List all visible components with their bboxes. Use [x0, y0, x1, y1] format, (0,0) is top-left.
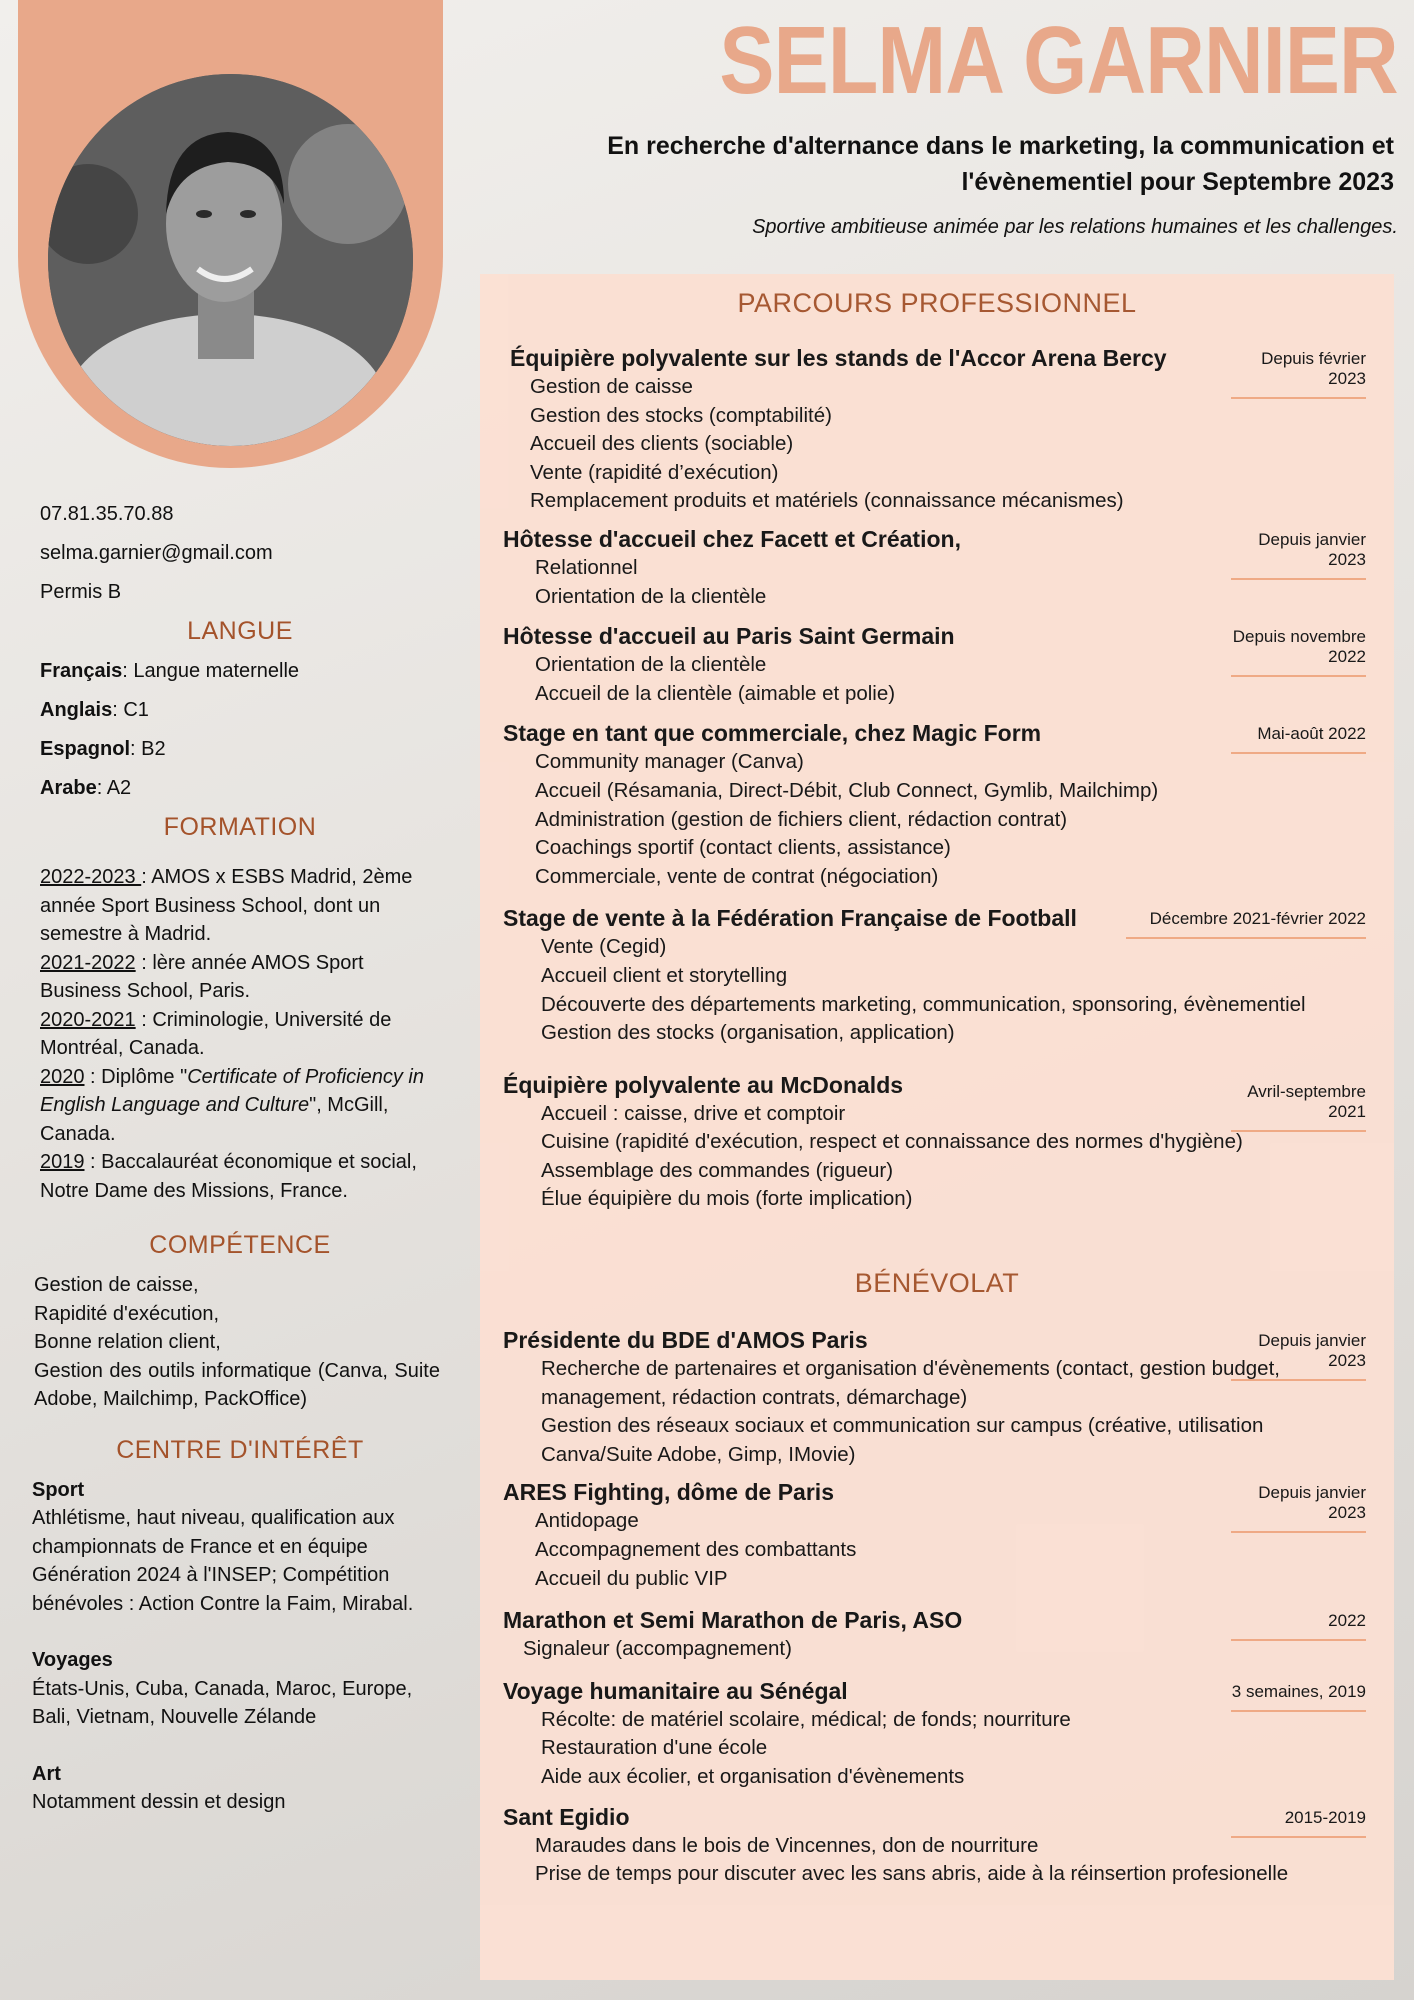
language-level: : C1	[112, 699, 149, 721]
education-item	[40, 1148, 440, 1205]
task-item: Relationnel	[535, 555, 638, 579]
interests-block	[32, 1476, 440, 1817]
task-item: Accueil de la clientèle (aimable et polie)	[535, 681, 896, 705]
interest-art-text: Notamment dessin et design	[32, 1791, 286, 1813]
task-item: Community manager (Canva)	[535, 750, 804, 774]
volunteer-item	[503, 1477, 1366, 1593]
task-item: Restauration d'une école	[541, 1736, 768, 1760]
task-item: Élue équipière du mois (forte implication)	[541, 1187, 913, 1211]
experience-date: Depuis février 2023	[1231, 349, 1366, 399]
language-list	[40, 657, 440, 802]
education-text: : Baccalauréat économique et social, Notre Dame des Missions, France.	[40, 1151, 417, 1202]
interest-sport-label: Sport	[32, 1478, 85, 1501]
task-item: Aide aux écolier, et organisation d'évènements	[541, 1765, 965, 1788]
task-item: Signaleur (accompagnement)	[523, 1637, 792, 1661]
language-level: : Langue maternelle	[122, 660, 300, 682]
task-item: Gestion des stocks (organisation, application)	[541, 1021, 955, 1045]
education-diploma-name: Certificate of Proficiency in English Language and Culture	[40, 1065, 424, 1116]
contact-block	[40, 500, 440, 606]
experience-title: Hôtesse d'accueil au Paris Saint Germain	[503, 623, 955, 650]
education-years: 2019	[40, 1151, 85, 1173]
section-title-benevolat: BÉNÉVOLAT	[854, 1268, 1020, 1299]
volunteer-tasks	[503, 1832, 1366, 1889]
volunteer-title: Voyage humanitaire au Sénégal	[503, 1677, 848, 1704]
experience-date: Avril-septembre 2021	[1231, 1082, 1366, 1132]
volunteer-date: 2015-2019	[1231, 1808, 1366, 1838]
task-item: Antidopage	[535, 1509, 639, 1533]
experience-tasks	[503, 933, 1366, 1047]
tagline: Sportive ambitieuse animée par les relations humaines et les challenges.	[752, 216, 1398, 238]
section-title-interets: CENTRE D'INTÉRÊT	[116, 1435, 364, 1464]
language-item	[40, 657, 440, 685]
task-item: Cuisine (rapidité d'exécution, respect et connaissance des normes d'hygiène)	[541, 1130, 1243, 1154]
interest-art-label: Art	[32, 1762, 61, 1785]
education-text: : AMOS x ESBS Madrid, 2ème année Sport Business School, dont un semestre à Madrid.	[40, 866, 413, 945]
language-name: Anglais	[40, 699, 113, 721]
left-column	[32, 500, 440, 1817]
interest-voyages-text: États-Unis, Cuba, Canada, Maroc, Europe, Bali, Vietnam, Nouvelle Zélande	[32, 1677, 413, 1728]
task-item: Recherche de partenaires et organisation d'évènements (contact, gestion budget, management, rédaction contrats, démarchage)	[541, 1357, 1280, 1409]
education-item	[40, 1006, 440, 1063]
language-level: : A2	[96, 777, 132, 799]
volunteer-title: Sant Egidio	[503, 1803, 630, 1830]
task-item: Accueil du public VIP	[535, 1566, 728, 1590]
education-years: 2020-2021	[40, 1008, 136, 1031]
experience-title: Stage en tant que commerciale, chez Magic Form	[503, 720, 1042, 747]
portrait-image	[48, 74, 413, 446]
phone-number: 07.81.35.70.88	[40, 503, 174, 525]
experience-title: Équipière polyvalente au McDonalds	[503, 1071, 904, 1098]
task-item: Récolte: de matériel scolaire, médical; de fonds; nourriture	[541, 1707, 1071, 1731]
task-item: Vente (Cegid)	[541, 935, 667, 959]
education-item	[40, 949, 440, 1006]
education-list	[40, 863, 440, 1205]
driving-license: Permis B	[40, 581, 122, 603]
interest-sport-text: Athlétisme, haut niveau, qualification aux championnats de France et en équipe Génération 2024 à l'INSEP; Compétition bénévoles : Action Contre la Faim, Mirabal.	[32, 1507, 414, 1615]
task-item: Accompagnement des combattants	[535, 1538, 857, 1562]
task-item: Maraudes dans le bois de Vincennes, don de nourriture	[535, 1833, 1039, 1857]
task-item: Accueil des clients (sociable)	[530, 432, 794, 456]
experience-item	[503, 1070, 1366, 1214]
volunteer-item	[503, 1605, 1366, 1664]
experience-item	[503, 621, 1366, 708]
volunteer-date: Depuis janvier 2023	[1231, 1483, 1366, 1533]
task-item: Accueil (Résamania, Direct-Débit, Club Connect, Gymlib, Mailchimp)	[535, 778, 1159, 802]
education-years: 2021-2022	[40, 951, 136, 974]
section-title-competence: COMPÉTENCE	[149, 1231, 331, 1259]
photo-frame	[18, 0, 443, 468]
section-title-langue: LANGUE	[187, 617, 293, 645]
task-item: Découverte des départements marketing, communication, sponsoring, évènementiel	[541, 992, 1306, 1016]
headline: En recherche d'alternance dans le marketing, la communication et l'évènementiel pour Septembre 2023	[607, 132, 1394, 196]
education-years: 2022-2023	[40, 866, 142, 888]
task-item: Gestion des stocks (comptabilité)	[530, 403, 832, 427]
skill-item: Bonne relation client,	[34, 1331, 221, 1353]
volunteer-item	[503, 1676, 1366, 1792]
experience-item	[503, 903, 1366, 1047]
education-item	[40, 863, 440, 949]
skill-item: Gestion des outils informatique (Canva, Suite Adobe, Mailchimp, PackOffice)	[34, 1359, 440, 1410]
education-text: : Diplôme "	[84, 1065, 188, 1088]
education-item	[40, 1063, 440, 1149]
education-years: 2020	[40, 1065, 85, 1088]
experience-date: Depuis novembre 2022	[1231, 627, 1366, 677]
experience-title: Hôtesse d'accueil chez Facett et Création,	[503, 525, 961, 552]
experience-date: Décembre 2021-février 2022	[1126, 909, 1366, 939]
task-item: Accueil : caisse, drive et comptoir	[541, 1101, 846, 1125]
experience-item	[503, 524, 1366, 611]
candidate-name: SELMA GARNIER	[719, 7, 1398, 114]
language-name: Français	[40, 660, 123, 682]
task-item: Coachings sportif (contact clients, assistance)	[535, 836, 951, 860]
language-name: Espagnol	[40, 738, 131, 760]
volunteer-date: Depuis janvier 2023	[1231, 1331, 1366, 1381]
experience-panel	[480, 274, 1394, 1980]
task-item: Vente (rapidité d’exécution)	[530, 460, 779, 484]
education-text: ", McGill, Canada.	[40, 1094, 389, 1145]
volunteer-item	[503, 1802, 1366, 1889]
volunteer-tasks	[503, 1706, 1366, 1792]
language-item	[40, 774, 440, 802]
task-item: Assemblage des commandes (rigueur)	[541, 1158, 894, 1182]
task-item: Prise de temps pour discuter avec les sans abris, aide à la réinsertion profesionelle	[535, 1862, 1289, 1886]
experience-date: Mai-août 2022	[1231, 724, 1366, 754]
experience-date: Depuis janvier 2023	[1231, 530, 1366, 580]
volunteer-title: ARES Fighting, dôme de Paris	[503, 1479, 834, 1506]
section-title-parcours: PARCOURS PROFESSIONNEL	[737, 288, 1137, 318]
experience-title: Équipière polyvalente sur les stands de l'Accor Arena Bercy	[510, 345, 1167, 371]
profile-photo	[48, 74, 413, 446]
language-name: Arabe	[40, 777, 97, 799]
volunteer-title: Présidente du BDE d'AMOS Paris	[503, 1327, 868, 1354]
experience-item	[510, 343, 1366, 516]
education-text: : lère année AMOS Sport Business School, Paris.	[40, 951, 364, 1002]
task-item: Gestion des réseaux sociaux et communication sur campus (créative, utilisation Canva/Suite Adobe, Gimp, IMovie)	[541, 1414, 1264, 1466]
skill-item: Rapidité d'exécution,	[34, 1302, 220, 1325]
interest-voyages-label: Voyages	[32, 1649, 113, 1671]
language-level: : B2	[130, 738, 166, 760]
volunteer-item	[503, 1325, 1366, 1469]
task-item: Gestion de caisse	[530, 375, 693, 398]
skill-item: Gestion de caisse,	[34, 1274, 199, 1296]
experience-tasks	[503, 748, 1366, 891]
email-address: selma.garnier@gmail.com	[40, 542, 273, 564]
task-item: Remplacement produits et matériels (connaissance mécanismes)	[530, 489, 1124, 513]
language-item	[40, 735, 440, 763]
volunteer-title: Marathon et Semi Marathon de Paris, ASO	[503, 1607, 963, 1634]
skills-list	[34, 1271, 440, 1414]
language-item	[40, 696, 440, 724]
volunteer-date: 3 semaines, 2019	[1231, 1682, 1366, 1712]
task-item: Commerciale, vente de contrat (négociation)	[535, 864, 939, 888]
volunteer-date: 2022	[1231, 1611, 1366, 1641]
task-item: Orientation de la clientèle	[535, 584, 767, 608]
education-text: : Criminologie, Université de Montréal, Canada.	[40, 1008, 392, 1059]
task-item: Accueil client et storytelling	[541, 963, 788, 987]
experience-item	[503, 718, 1366, 891]
task-item: Administration (gestion de fichiers client, rédaction contrat)	[535, 807, 1068, 831]
experience-title: Stage de vente à la Fédération Française de Football	[503, 905, 1077, 932]
task-item: Orientation de la clientèle	[535, 653, 767, 677]
section-title-formation: FORMATION	[163, 813, 317, 841]
